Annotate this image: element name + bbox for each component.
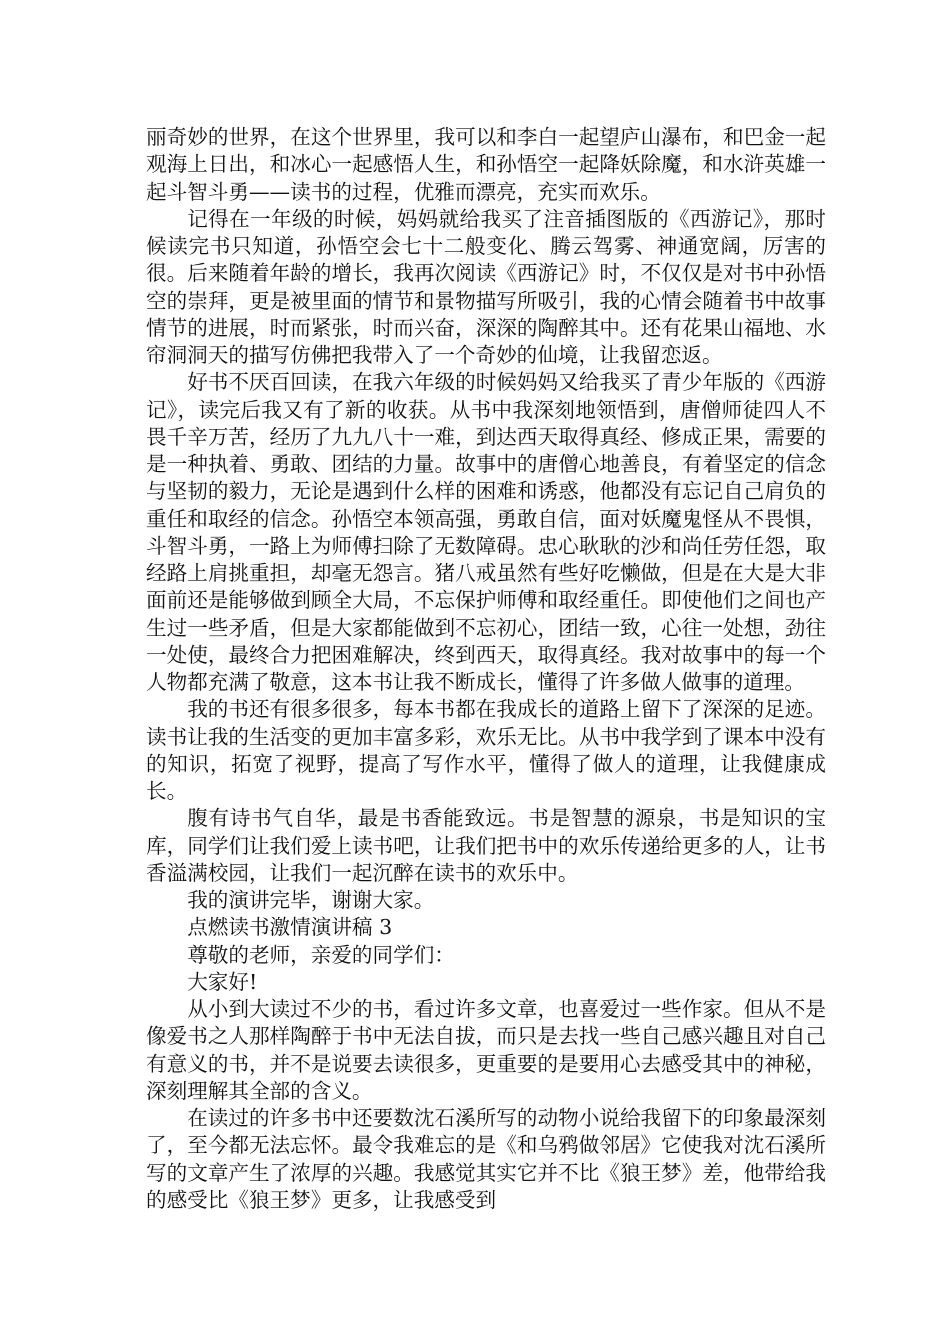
paragraph-call-to-read: 腹有诗书气自华，最是书香能致远。书是智慧的源泉，书是知识的宝库，同学们让我们爱上读书吧，让我们把书中的欢乐传递给更多的人，让书香溢满校园，让我们一起沉醉在读书的欢乐中。 [146,806,826,885]
paragraph-closing: 我的演讲完毕，谢谢大家。 [187,888,435,912]
greeting: 大家好! [187,969,258,994]
salutation: 尊敬的老师，亲爱的同学们： [187,942,455,967]
paragraph-shen-shixi: 在读过的许多书中还要数沈石溪所写的动物小说给我留下的印象最深刻了，至今都无法忘怀。最令我难忘的是《和乌鸦做邻居》它使我对沈石溪所写的文章产生了浓厚的兴趣。我感觉其实它并不比《狼王梦》差，他带给我的感受比《狼王梦》更多，让我感受到 [146,1106,826,1212]
paragraph-xiyouji-first-grade: 记得在一年级的时候，妈妈就给我买了注音插图版的《西游记》，那时候读完书只知道，孙悟空会七十二般变化、腾云驾雾、神通宽阔，厉害的很。后来随着年龄的增长，我再次阅读《西游记》时，不仅仅是对书中孙悟空的崇拜，更是被里面的情节和景物描写所吸引，我的心情会随着书中故事情节的进展，时而紧张，时而兴奋，深深的陶醉其中。还有花果山福地、水帘洞洞天的描写仿佛把我带入了一个奇妙的仙境，让我留恋返。 [146,206,826,367]
section-title: 点燃读书激情演讲稿 3 [187,915,393,940]
article-body [146,124,826,1214]
paragraph-many-books: 我的书还有很多很多，每本书都在我成长的道路上留下了深深的足迹。读书让我的生活变的更加丰富多彩，欢乐无比。从书中我学到了课本中没有的知识，拓宽了视野，提高了写作水平，懂得了做人的道理，让我健康成长。 [146,697,826,803]
paragraph-xiyouji-sixth-grade: 好书不厌百回读，在我六年级的时候妈妈又给我买了青少年版的《西游记》，读完后我又有了新的收获。从书中我深刻地领悟到，唐僧师徒四人不畏千辛万苦，经历了九九八十一难，到达西天取得真经、修成正果，需要的是一种执着、勇敢、团结的力量。故事中的唐僧心地善良，有着坚定的信念与坚韧的毅力，无论是遇到什么样的困难和诱惑，他都没有忘记自己肩负的重任和取经的信念。孙悟空本领高强，勇敢自信，面对妖魔鬼怪从不畏惧，斗智斗勇，一路上为师傅扫除了无数障碍。忠心耿耿的沙和尚任劳任怨，取经路上肩挑重担，却毫无怨言。猪八戒虽然有些好吃懒做，但是在大是大非面前还是能够做到顾全大局，不忘保护师傅和取经重任。即使他们之间也产生过一些矛盾，但是大家都能做到不忘初心，团结一致，心往一处想，劲往一处使，最终合力把困难解决，终到西天，取得真经。我对故事中的每一个人物都充满了敬意，这本书让我不断成长，懂得了许多做人做事的道理。 [146,370,826,694]
paragraph-reading-habits: 从小到大读过不少的书，看过许多文章，也喜爱过一些作家。但从不是像爱书之人那样陶醉于书中无法自拔，而只是去找一些自己感兴趣且对自己有意义的书，并不是说要去读很多，更重要的是要用心去感受其中的神秘，深刻理解其全部的含义。 [146,997,826,1103]
paragraph-continuation: 丽奇妙的世界，在这个世界里，我可以和李白一起望庐山瀑布，和巴金一起观海上日出，和冰心一起感悟人生，和孙悟空一起降妖除魔，和水浒英雄一起斗智斗勇——读书的过程，优雅而漂亮，充实而欢乐。 [146,125,826,204]
